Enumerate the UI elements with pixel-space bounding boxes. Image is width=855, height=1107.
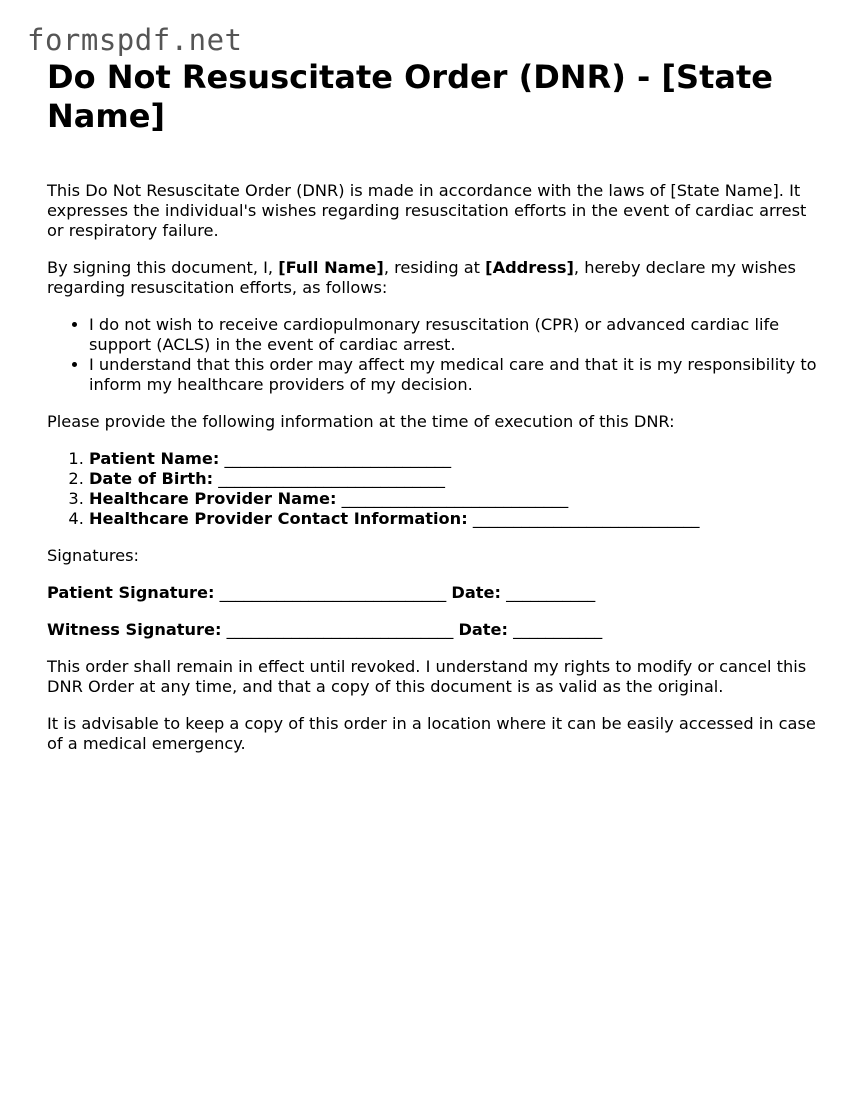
info-prompt: Please provide the following information at the time of execution of this DNR: <box>47 412 675 431</box>
patient-name-blank[interactable]: ____________________________ <box>224 449 452 468</box>
wish-item: • I do not wish to receive cardiopulmonary resuscitation (CPR) or advanced cardiac life support (ACLS) in the event of cardiac arrest. <box>89 315 817 355</box>
patient-date-label: Date: <box>451 583 501 602</box>
info-field-date-of-birth <box>89 469 817 489</box>
info-field-provider-contact <box>89 509 817 529</box>
field-label: Healthcare Provider Contact Information: <box>89 509 468 528</box>
declaration-paragraph <box>47 258 817 298</box>
wishes-list <box>47 315 817 395</box>
witness-date-label: Date: <box>458 620 508 639</box>
witness-signature-blank[interactable]: ____________________________ <box>226 620 454 639</box>
patient-signature-blank[interactable]: ____________________________ <box>219 583 447 602</box>
info-field-provider-name <box>89 489 817 509</box>
watermark: formspdf.net <box>27 23 243 57</box>
witness-signature-label: Witness Signature: <box>47 620 222 639</box>
field-label: Healthcare Provider Name: <box>89 489 337 508</box>
wish-item: • I understand that this order may affect my medical care and that it is my responsibility to inform my healthcare providers of my decision. <box>89 355 817 395</box>
date-of-birth-blank[interactable]: ____________________________ <box>218 469 445 488</box>
intro-paragraph: This Do Not Resuscitate Order (DNR) is made in accordance with the laws of [State Name]. It expresses the individual's wishes regarding resuscitation efforts in the event of cardiac arrest or respiratory failure. <box>47 181 807 240</box>
address-placeholder: [Address] <box>485 258 574 277</box>
provider-contact-blank[interactable]: ____________________________ <box>472 509 700 528</box>
declaration-suffix: , hereby declare my wishes regarding resuscitation efforts, as follows: <box>47 258 796 297</box>
patient-date-blank[interactable]: ___________ <box>506 583 596 602</box>
info-fields-list <box>47 449 817 529</box>
field-label: Date of Birth: <box>89 469 214 488</box>
signatures-heading: Signatures: <box>47 546 139 565</box>
field-label: Patient Name: <box>89 449 220 468</box>
declaration-prefix: By signing this document, I, <box>47 258 279 277</box>
document-title: Do Not Resuscitate Order (DNR) - [State Name] <box>47 58 773 135</box>
declaration-middle: , residing at <box>383 258 486 277</box>
witness-date-blank[interactable]: ___________ <box>513 620 603 639</box>
patient-signature-label: Patient Signature: <box>47 583 215 602</box>
revocation-paragraph: This order shall remain in effect until revoked. I understand my rights to modify or cancel this DNR Order at any time, and that a copy of this document is as valid as the original. <box>47 657 807 696</box>
witness-signature-line <box>47 620 817 640</box>
info-field-patient-name <box>89 449 817 469</box>
patient-signature-line <box>47 583 817 603</box>
advice-paragraph: It is advisable to keep a copy of this order in a location where it can be easily accessed in case of a medical emergency. <box>47 714 816 753</box>
document-body <box>47 58 817 754</box>
full-name-placeholder: [Full Name] <box>278 258 384 277</box>
provider-name-blank[interactable]: ____________________________ <box>341 489 569 508</box>
